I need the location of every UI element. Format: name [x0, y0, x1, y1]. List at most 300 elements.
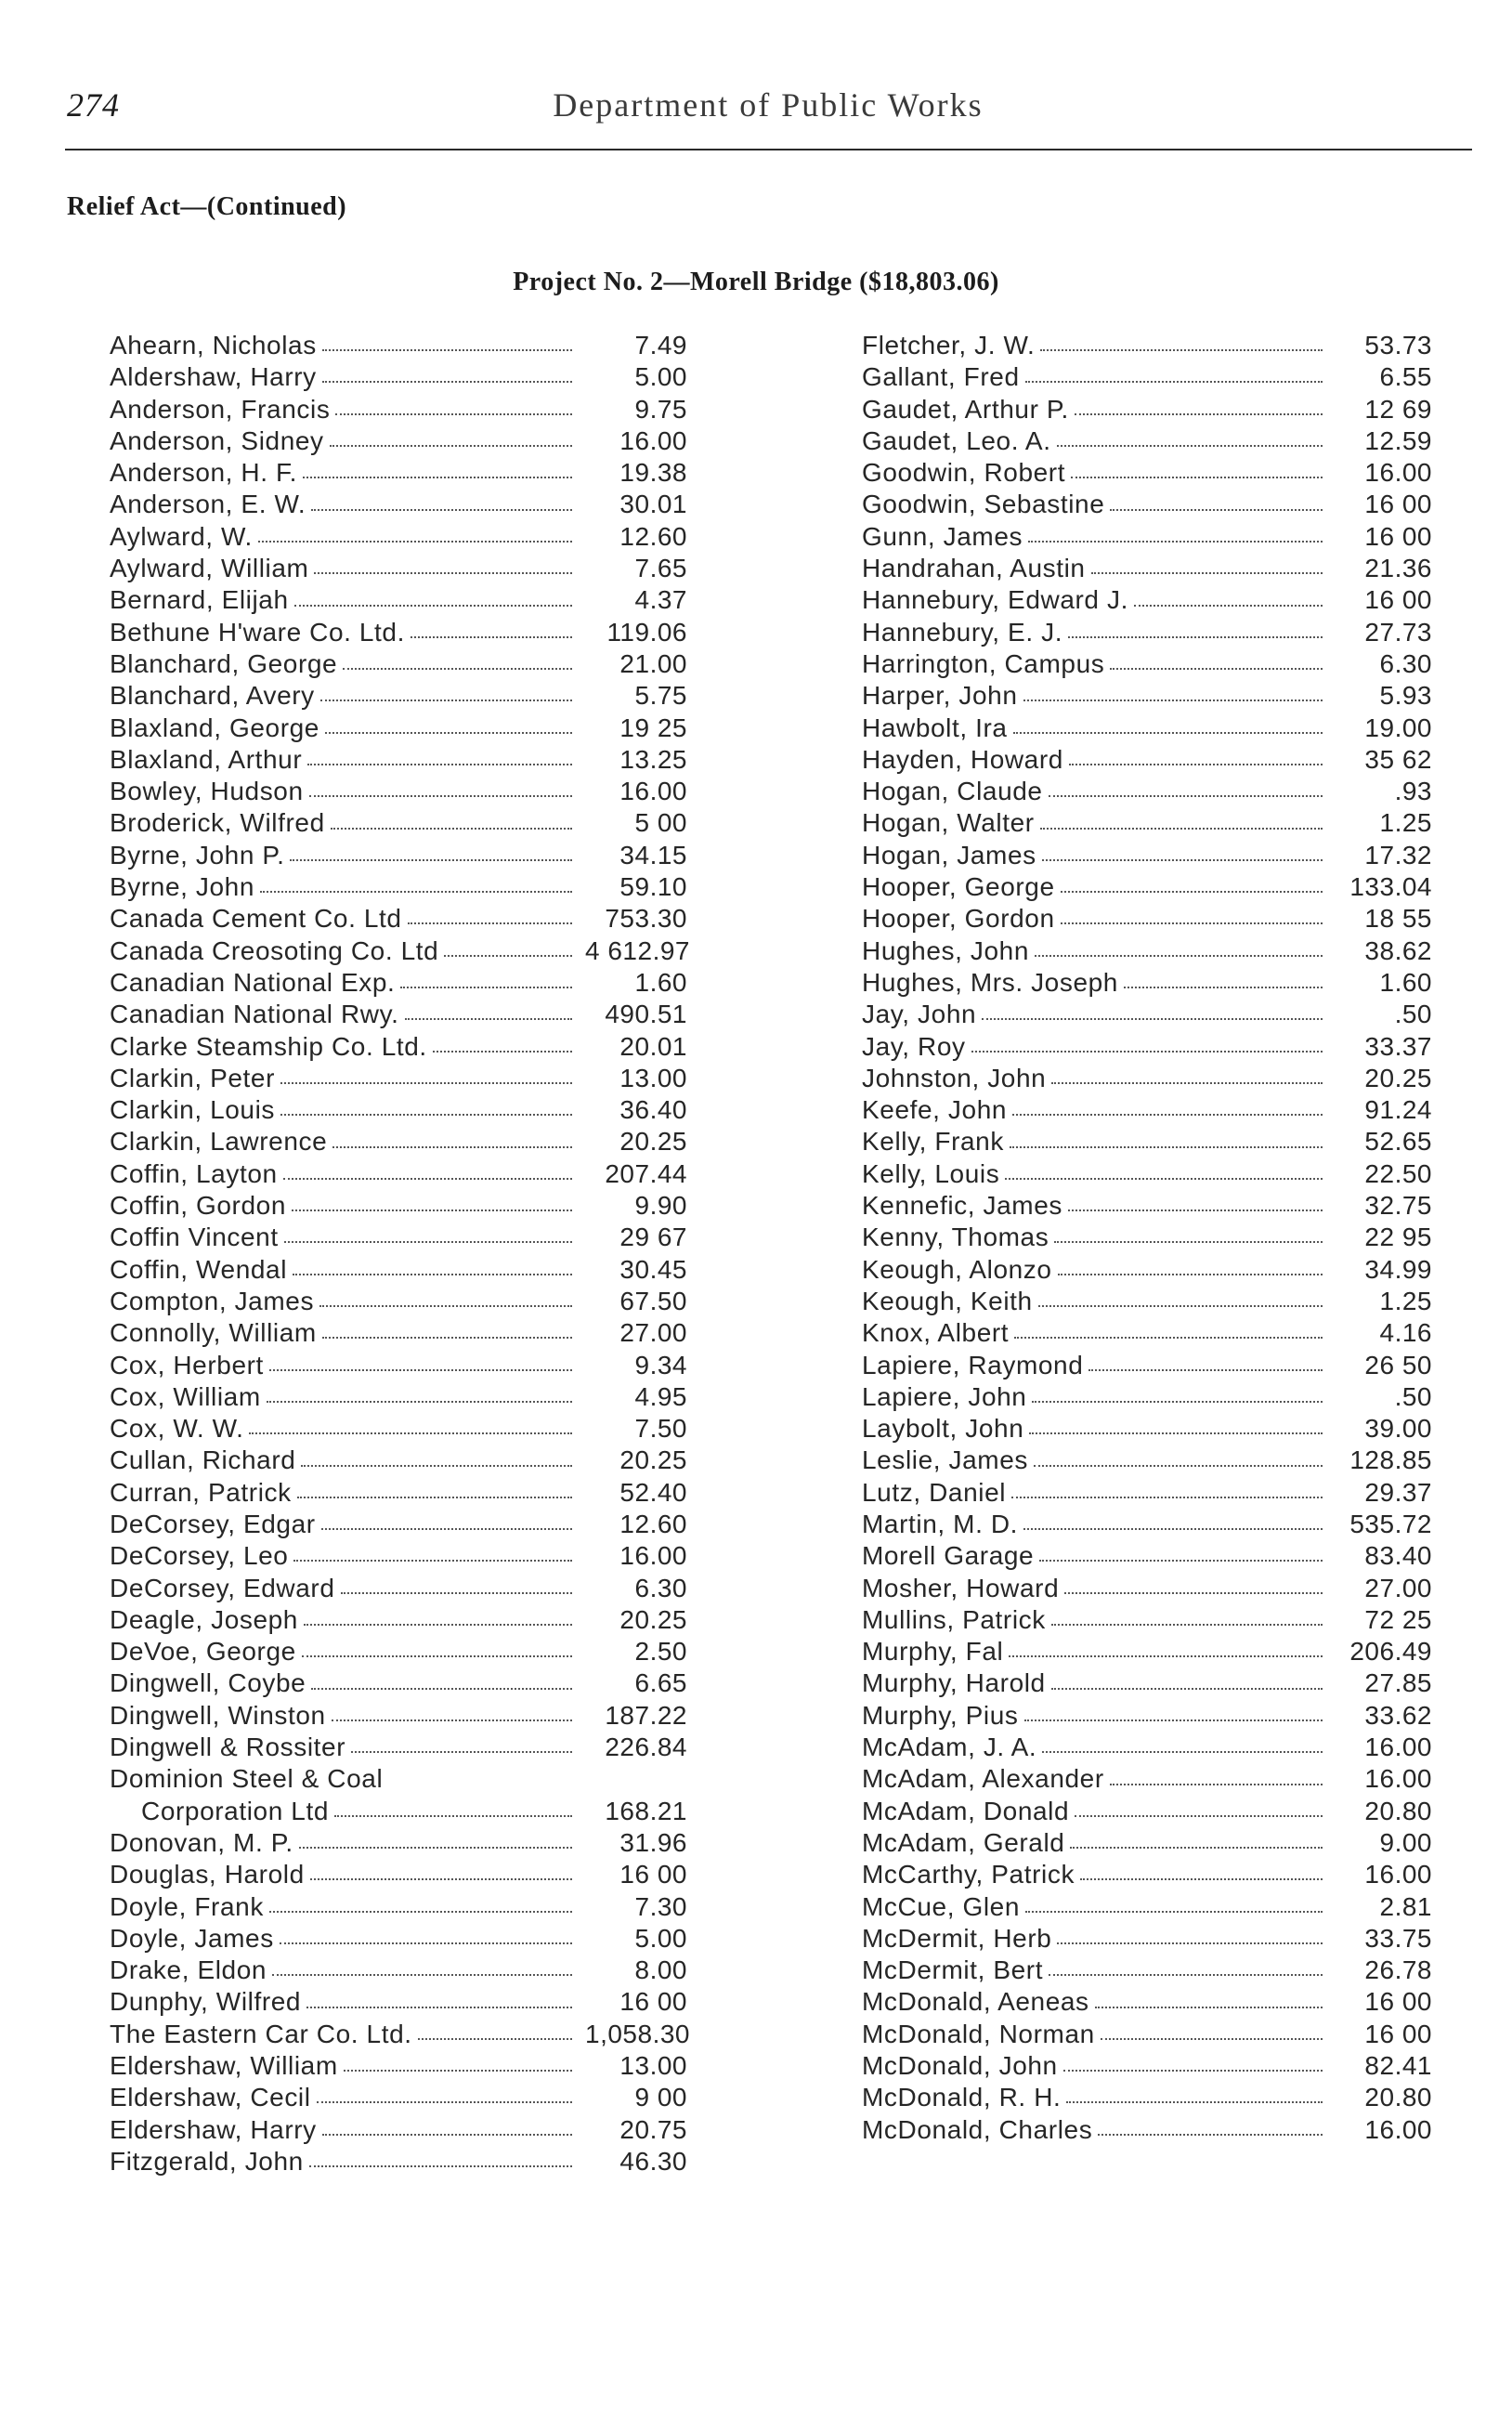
list-item [110, 2082, 687, 2113]
payment-amount: 5 00 [634, 808, 687, 838]
list-item [862, 871, 1432, 903]
page-header [67, 85, 1469, 141]
dot-leader [332, 1146, 572, 1148]
dot-leader [444, 955, 572, 957]
dot-leader [982, 1018, 1323, 1020]
payee-name: Anderson, Francis [110, 394, 331, 424]
payee-name: DeCorsey, Leo [110, 1541, 289, 1571]
list-item [862, 2114, 1432, 2146]
payee-name: Dingwell & Rossiter [110, 1733, 346, 1762]
payment-amount: 6.65 [634, 1668, 687, 1698]
payee-name: Drake, Eldon [110, 1955, 267, 1985]
dot-leader [1088, 1369, 1323, 1371]
dot-leader [311, 1688, 572, 1690]
list-item [110, 1126, 687, 1157]
payment-amount: 36.40 [619, 1095, 687, 1125]
payee-name: DeCorsey, Edgar [110, 1509, 316, 1538]
payment-amount: 16.00 [1364, 1733, 1432, 1762]
list-item [862, 1796, 1432, 1827]
list-item [862, 1763, 1432, 1795]
dot-leader [971, 1051, 1323, 1053]
payment-amount: 19.00 [1364, 713, 1432, 742]
list-item [110, 1222, 687, 1253]
list-item [110, 1604, 687, 1636]
payee-name: Clarkin, Louis [110, 1095, 276, 1125]
payment-amount: 27.00 [1364, 1573, 1432, 1602]
payee-name: Lapiere, Raymond [862, 1350, 1084, 1379]
payment-amount: 13.00 [619, 1063, 687, 1092]
list-item [862, 1986, 1432, 2018]
dot-leader [290, 859, 572, 861]
project-title: Project No. 2—Morell Bridge ($18,803.06) [513, 268, 999, 296]
header-rule [65, 149, 1472, 150]
payment-amount: 187.22 [605, 1700, 687, 1730]
list-item [110, 744, 687, 776]
payment-amount: 226.84 [605, 1733, 687, 1762]
payment-amount: 1.25 [1379, 1286, 1432, 1315]
payee-name: Bowley, Hudson [110, 777, 304, 806]
payment-amount: 206.49 [1349, 1637, 1432, 1667]
dot-leader [1061, 922, 1323, 924]
payment-amount: 16 00 [1364, 490, 1432, 519]
payee-name: Byrne, John P. [110, 840, 285, 870]
payee-name: Leslie, James [862, 1445, 1028, 1475]
payment-amount: 21.36 [1364, 554, 1432, 583]
dot-leader [1069, 764, 1323, 765]
dot-leader [1012, 1114, 1323, 1116]
payee-name: Blanchard, George [110, 648, 338, 678]
list-item [110, 1986, 687, 2018]
payment-amount: 18 55 [1364, 904, 1432, 934]
payee-name: Canada Cement Co. Ltd [110, 904, 402, 934]
payment-amount: 535.72 [1349, 1509, 1432, 1538]
list-item [110, 1350, 687, 1381]
payment-amount: 20.25 [619, 1445, 687, 1475]
list-item [110, 776, 687, 807]
dot-leader [267, 1401, 572, 1403]
payee-name: Murphy, Fal [862, 1637, 1004, 1667]
dot-leader [1024, 1719, 1323, 1721]
dot-leader [280, 1942, 572, 1944]
payment-amount: 16.00 [1364, 458, 1432, 488]
payee-name: Anderson, Sidney [110, 425, 324, 455]
payment-amount: 4 612.97 [585, 935, 690, 965]
dot-leader [322, 349, 572, 351]
dot-leader [269, 1369, 572, 1371]
dot-leader [303, 477, 572, 478]
payment-amount: 6.30 [1379, 648, 1432, 678]
payment-amount: 16.00 [1364, 1860, 1432, 1889]
dot-leader [1110, 668, 1323, 670]
dot-leader [325, 732, 572, 734]
list-item [110, 1540, 687, 1572]
payment-amount: 13.25 [619, 744, 687, 774]
dot-leader [319, 1305, 572, 1307]
payee-name: Gunn, James [862, 521, 1023, 551]
payee-name: Blanchard, Avery [110, 681, 315, 711]
list-item [862, 1732, 1432, 1763]
list-item [110, 1763, 687, 1795]
list-item [110, 871, 687, 903]
payment-amount: 20.25 [619, 1127, 687, 1157]
list-item [110, 489, 687, 520]
dot-leader [1080, 1878, 1323, 1880]
list-item [862, 1286, 1432, 1317]
list-item [110, 1796, 687, 1827]
dot-leader [1071, 477, 1323, 478]
dot-leader [321, 1528, 572, 1530]
payment-amount: 5.00 [634, 1923, 687, 1953]
payee-name: Canadian National Rwy. [110, 1000, 399, 1029]
payee-name: Clarkin, Lawrence [110, 1127, 328, 1157]
payee-name: Dunphy, Wilfred [110, 1987, 302, 2017]
dot-leader [249, 1432, 572, 1434]
payee-name: Blaxland, Arthur [110, 744, 303, 774]
dot-leader [1023, 1528, 1323, 1530]
dot-leader [322, 381, 572, 383]
payee-name: Johnston, John [862, 1063, 1047, 1092]
payee-name: Fitzgerald, John [110, 2146, 304, 2176]
dot-leader [433, 1051, 572, 1053]
list-item [862, 1667, 1432, 1699]
dot-leader [283, 1178, 572, 1180]
list-item [110, 1573, 687, 1604]
dot-leader [341, 1592, 572, 1594]
dot-leader [1040, 828, 1323, 830]
list-item [110, 648, 687, 680]
list-item [862, 744, 1432, 776]
dot-leader [343, 668, 572, 670]
dot-leader [1005, 1178, 1323, 1180]
dot-leader [284, 1241, 572, 1243]
list-item [862, 1827, 1432, 1859]
dot-leader [1009, 1655, 1323, 1657]
payee-name: Deagle, Joseph [110, 1604, 298, 1634]
payee-name: McAdam, J. A. [862, 1733, 1037, 1762]
payment-amount: .50 [1394, 1381, 1432, 1411]
payee-name: Curran, Patrick [110, 1477, 292, 1507]
list-item [862, 1509, 1432, 1540]
dot-leader [1061, 891, 1323, 893]
payee-name: Aylward, W. [110, 521, 253, 551]
list-item [862, 1381, 1432, 1413]
payee-name: Eldershaw, Harry [110, 2114, 317, 2144]
payment-amount: 16 00 [619, 1860, 687, 1889]
dot-leader [1075, 413, 1323, 415]
list-item [862, 1891, 1432, 1923]
dot-leader [418, 2038, 572, 2040]
payment-amount: 17.32 [1364, 840, 1432, 870]
list-item [110, 967, 687, 999]
payment-amount: 26 50 [1364, 1350, 1432, 1379]
payment-amount: 34.15 [619, 840, 687, 870]
payee-name: DeCorsey, Edward [110, 1573, 335, 1602]
list-item [862, 648, 1432, 680]
payee-name: Cox, Herbert [110, 1350, 264, 1379]
dot-leader [1042, 859, 1323, 861]
dot-leader [335, 413, 572, 415]
payment-amount: 12.60 [619, 1509, 687, 1538]
payment-amount: 8.00 [634, 1955, 687, 1985]
dot-leader [1025, 381, 1323, 383]
list-item [110, 1445, 687, 1476]
payee-name: Kelly, Louis [862, 1158, 1000, 1188]
payee-name: McDonald, Charles [862, 2114, 1093, 2144]
payment-amount: 67.50 [619, 1286, 687, 1315]
dot-leader [405, 1018, 572, 1020]
dot-leader [1013, 732, 1323, 734]
dot-leader [1110, 1784, 1323, 1785]
list-item [862, 999, 1432, 1030]
dot-leader [311, 509, 572, 511]
payee-name: Connolly, William [110, 1318, 317, 1348]
payment-amount: 52.40 [619, 1477, 687, 1507]
payment-amount: 16.00 [619, 777, 687, 806]
payee-name: Murphy, Harold [862, 1668, 1046, 1698]
dot-leader [1051, 1624, 1323, 1626]
list-item [862, 807, 1432, 839]
payment-amount: 82.41 [1364, 2051, 1432, 2081]
list-item [110, 935, 690, 967]
payee-name: Hawbolt, Ira [862, 713, 1008, 742]
dot-leader [1032, 1401, 1323, 1403]
list-item [862, 489, 1432, 520]
list-item [110, 617, 687, 648]
list-item [110, 2019, 690, 2050]
list-item [110, 584, 687, 616]
list-item [110, 1509, 687, 1540]
payment-amount: 30.01 [619, 490, 687, 519]
payee-name: Handrahan, Austin [862, 554, 1086, 583]
payee-name: Cox, W. W. [110, 1414, 244, 1444]
list-item [862, 1604, 1432, 1636]
payee-name: Dingwell, Winston [110, 1700, 326, 1730]
list-item [862, 1477, 1432, 1509]
dot-leader [306, 2007, 572, 2008]
list-item [110, 1094, 687, 1126]
list-item [110, 713, 687, 744]
list-item [862, 713, 1432, 744]
payment-amount: 16 00 [1364, 585, 1432, 615]
payee-name: Martin, M. D. [862, 1509, 1019, 1538]
payment-amount: 7.65 [634, 554, 687, 583]
payee-name: McDonald, R. H. [862, 2083, 1062, 2112]
payment-amount: 16.00 [619, 425, 687, 455]
list-item [110, 2114, 687, 2146]
payee-name: Clarke Steamship Co. Ltd. [110, 1031, 427, 1061]
payee-name: Fletcher, J. W. [862, 331, 1036, 360]
payee-name: Lutz, Daniel [862, 1477, 1007, 1507]
payment-amount: 19.38 [619, 458, 687, 488]
payment-amount: 16 00 [1364, 2019, 1432, 2048]
payment-amount: 22.50 [1364, 1158, 1432, 1188]
payee-name: Kenny, Thomas [862, 1223, 1049, 1252]
dot-leader [1038, 1305, 1323, 1307]
payee-name: Hughes, Mrs. Joseph [862, 967, 1118, 997]
list-item [862, 1859, 1432, 1890]
list-item [862, 1445, 1432, 1476]
list-item [862, 425, 1432, 457]
payee-name: McCarthy, Patrick [862, 1860, 1075, 1889]
dot-leader [317, 2101, 572, 2103]
payment-amount: 168.21 [605, 1796, 687, 1825]
payment-amount: 207.44 [605, 1158, 687, 1188]
payment-amount: 59.10 [619, 872, 687, 902]
payment-amount: 16 00 [1364, 1987, 1432, 2017]
payee-name: Cullan, Richard [110, 1445, 296, 1475]
payment-amount: 119.06 [606, 617, 687, 647]
section-title: Relief Act—(Continued) [67, 192, 347, 221]
payee-name: Mosher, Howard [862, 1573, 1060, 1602]
payment-amount: 1,058.30 [585, 2019, 690, 2048]
list-item [110, 1254, 687, 1286]
payee-name: Douglas, Harold [110, 1860, 305, 1889]
dot-leader [294, 605, 572, 607]
dot-leader [269, 1911, 572, 1913]
payment-amount: 29.37 [1364, 1477, 1432, 1507]
payee-name: Harper, John [862, 681, 1018, 711]
dot-leader [292, 1210, 572, 1211]
list-item [862, 935, 1432, 967]
payment-amount: 33.75 [1364, 1923, 1432, 1953]
dot-leader [302, 1655, 572, 1657]
list-item [862, 617, 1432, 648]
list-item [110, 457, 687, 489]
payee-name: Hogan, Walter [862, 808, 1035, 838]
dot-leader [1034, 1465, 1323, 1467]
dot-leader [1134, 605, 1323, 607]
payee-name: Corporation Ltd [141, 1796, 330, 1825]
dot-leader [1091, 572, 1323, 574]
payee-name: Goodwin, Sebastine [862, 490, 1105, 519]
payee-name: Aylward, William [110, 554, 309, 583]
payment-amount: 16.00 [1364, 2114, 1432, 2144]
payment-amount: 12.60 [619, 521, 687, 551]
payee-name: Eldershaw, William [110, 2051, 338, 2081]
list-item [110, 2146, 687, 2177]
dot-leader [1095, 2007, 1323, 2008]
payee-name: Gaudet, Arthur P. [862, 394, 1069, 424]
payee-name: Hannebury, Edward J. [862, 585, 1128, 615]
dot-leader [1098, 2134, 1323, 2136]
list-item [862, 776, 1432, 807]
dot-leader [1035, 955, 1323, 957]
payment-amount: 1.60 [634, 967, 687, 997]
payment-amount: 27.00 [619, 1318, 687, 1348]
payee-name: Dominion Steel & Coal [110, 1764, 384, 1794]
list-item [110, 2050, 687, 2082]
dot-leader [351, 1751, 572, 1753]
payment-amount: 7.30 [634, 1891, 687, 1921]
payee-name: Hogan, James [862, 840, 1036, 870]
dot-leader [1075, 1815, 1323, 1817]
list-item [862, 840, 1432, 871]
dot-leader [1049, 795, 1323, 797]
dot-leader [293, 1274, 572, 1275]
list-item [862, 967, 1432, 999]
payment-amount: 753.30 [605, 904, 687, 934]
list-item [862, 1317, 1432, 1349]
dot-leader [280, 1114, 572, 1116]
payment-amount: 30.45 [619, 1254, 687, 1284]
list-item [862, 2019, 1432, 2050]
payee-name: McCue, Glen [862, 1891, 1020, 1921]
payment-amount: 27.85 [1364, 1668, 1432, 1698]
payee-name: Keough, Alonzo [862, 1254, 1052, 1284]
payment-amount: 20.01 [619, 1031, 687, 1061]
payment-amount: 72 25 [1364, 1604, 1432, 1634]
page-number: 274 [67, 86, 120, 124]
payee-name: Anderson, E. W. [110, 490, 306, 519]
payee-name: Doyle, James [110, 1923, 274, 1953]
list-item [862, 1158, 1432, 1190]
payee-name: Gallant, Fred [862, 362, 1020, 392]
list-item [862, 1094, 1432, 1126]
payment-amount: 20.80 [1364, 1796, 1432, 1825]
payee-name: McDonald, John [862, 2051, 1058, 2081]
payment-amount: 34.99 [1364, 1254, 1432, 1284]
payment-amount: 1.25 [1379, 808, 1432, 838]
payee-name: Aldershaw, Harry [110, 362, 317, 392]
list-item [110, 1190, 687, 1222]
payee-name: Harrington, Campus [862, 648, 1105, 678]
payment-amount: 16.00 [619, 1541, 687, 1571]
payment-amount: 52.65 [1364, 1127, 1432, 1157]
payee-name: Hogan, Claude [862, 777, 1043, 806]
dot-leader [1124, 987, 1323, 988]
payee-name: Kennefic, James [862, 1191, 1062, 1221]
payee-name: Blaxland, George [110, 713, 319, 742]
dot-leader [1039, 1560, 1323, 1562]
dot-leader [260, 891, 572, 893]
list-item [862, 1573, 1432, 1604]
dot-leader [322, 1337, 572, 1339]
payee-name: Canadian National Exp. [110, 967, 396, 997]
payee-name: Byrne, John [110, 872, 255, 902]
payment-amount: 9 00 [634, 2083, 687, 2112]
dot-leader [1070, 1847, 1323, 1849]
payee-name: Kelly, Frank [862, 1127, 1004, 1157]
list-item [110, 1636, 687, 1667]
payment-amount: 7.50 [634, 1414, 687, 1444]
payment-amount: 38.62 [1364, 935, 1432, 965]
list-item [862, 394, 1432, 425]
list-item [110, 680, 687, 712]
payment-amount: 20.25 [1364, 1063, 1432, 1092]
dot-leader [408, 922, 572, 924]
payment-amount: 4.95 [634, 1381, 687, 1411]
dot-leader [1014, 1337, 1323, 1339]
payment-amount: 128.85 [1349, 1445, 1432, 1475]
payee-name: Mullins, Patrick [862, 1604, 1046, 1634]
list-item [862, 1413, 1432, 1445]
payment-amount: 9.90 [634, 1191, 687, 1221]
payee-name: Donovan, M. P. [110, 1827, 293, 1857]
payment-amount: 133.04 [1349, 872, 1432, 902]
list-item [110, 807, 687, 839]
dot-leader [1068, 1210, 1323, 1211]
dot-leader [330, 445, 572, 447]
dot-leader [1051, 1082, 1323, 1084]
payment-amount: 39.00 [1364, 1414, 1432, 1444]
dot-leader [309, 2165, 572, 2167]
payment-amount: 31.96 [619, 1827, 687, 1857]
list-item [862, 330, 1432, 361]
payment-amount: 46.30 [619, 2146, 687, 2176]
dot-leader [1058, 1274, 1323, 1275]
right-column [862, 330, 1432, 2146]
list-item [110, 1923, 687, 1955]
